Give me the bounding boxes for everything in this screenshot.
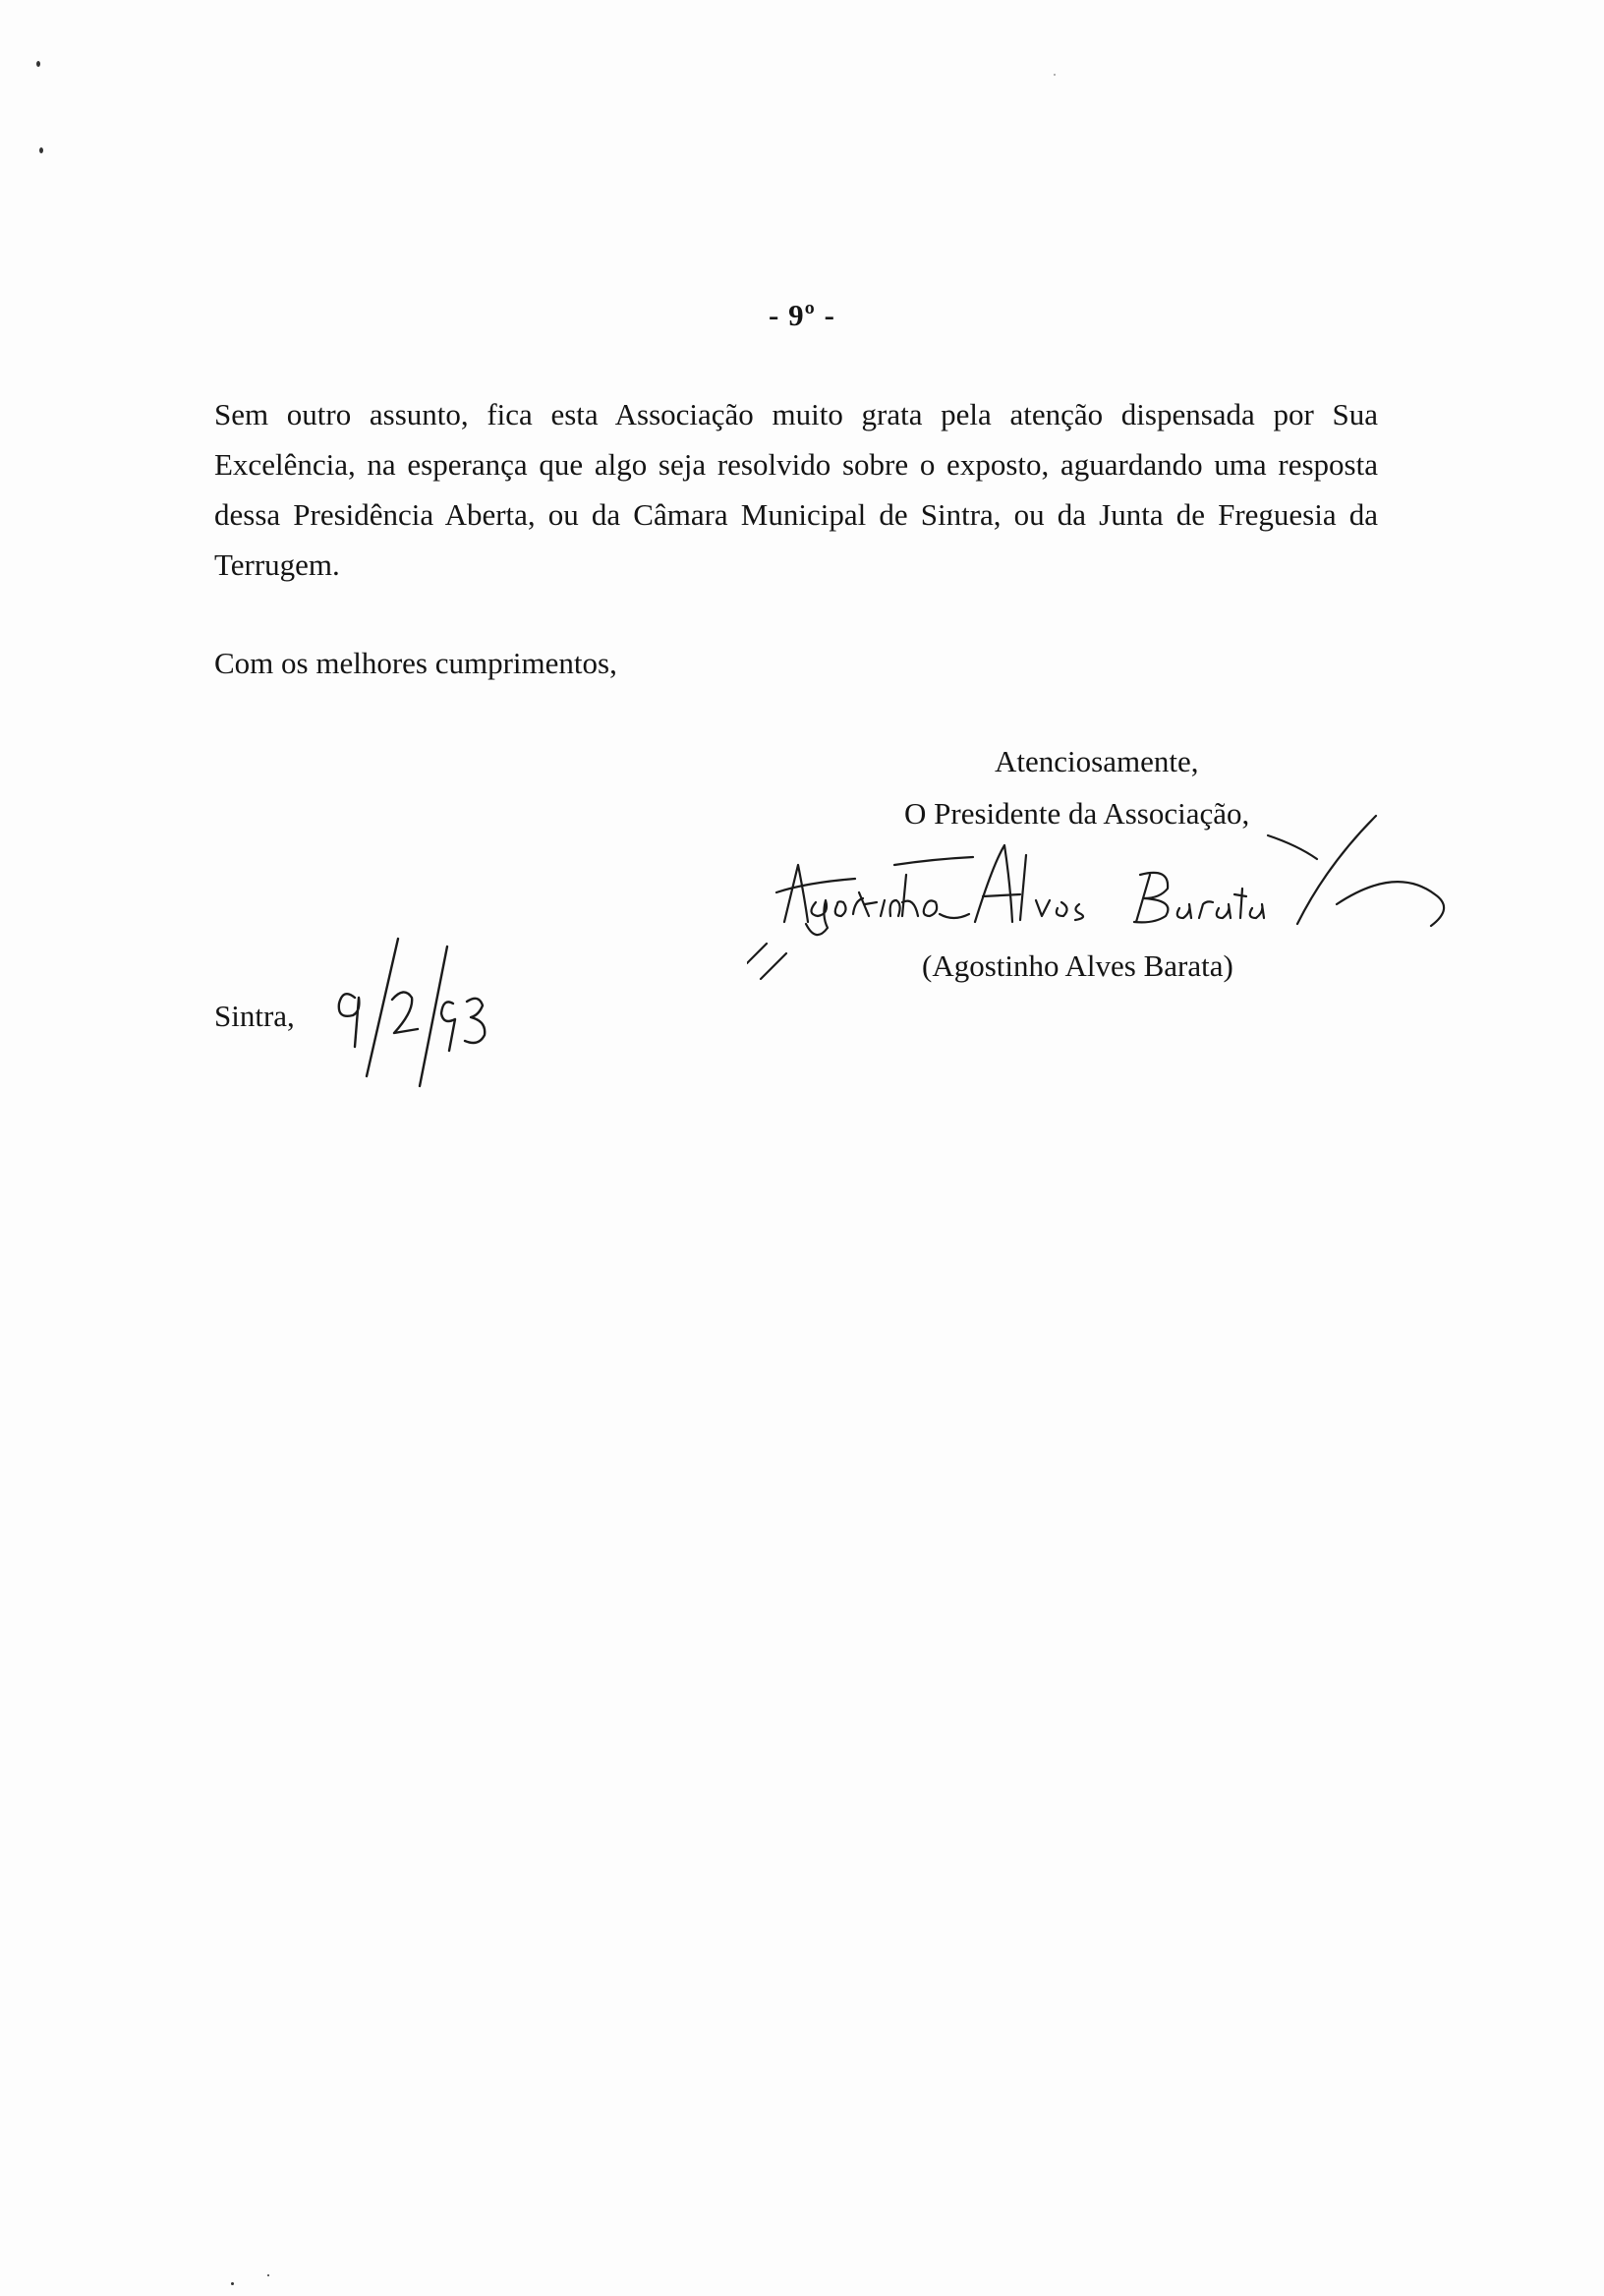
- closing-line: Com os melhores cumprimentos,: [214, 646, 617, 680]
- page-number: - 9º -: [769, 298, 835, 332]
- scan-speck: [231, 2282, 234, 2285]
- scan-speck: [267, 2274, 269, 2276]
- signer-name: (Agostinho Alves Barata): [922, 948, 1233, 983]
- signer-role: O Presidente da Associação,: [904, 796, 1250, 831]
- place-label: Sintra,: [214, 999, 295, 1033]
- scan-speck: [1054, 74, 1056, 76]
- scan-speck: [36, 61, 40, 67]
- handwritten-date: [329, 929, 526, 1096]
- scan-speck: [39, 147, 43, 153]
- letter-paragraph: Sem outro assunto, fica esta Associação muito grata pela atenção dispensada por Sua Excelência, na esperança que algo seja resolvido sobre o exposto, aguardando uma resposta dessa Presidência Aberta, ou da Câmara Municipal de Sintra, ou da Junta de Freguesia da Terrugem.: [214, 397, 1378, 582]
- regards-line: Atenciosamente,: [995, 744, 1199, 778]
